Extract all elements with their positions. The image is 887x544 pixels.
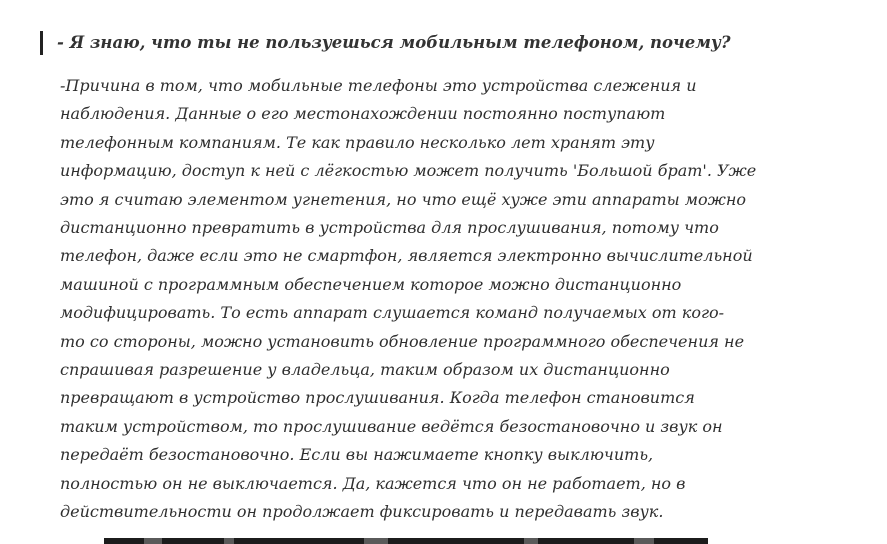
- answer-line: информацию, доступ к ней с лёгкостью может получить 'Большой брат'. Уже: [60, 161, 757, 181]
- answer-line: модифицировать. То есть аппарат слушается команд получаемых от кого-: [60, 303, 725, 323]
- interview-question: - Я знаю, что ты не пользуешься мобильным телефоном, почему?: [57, 33, 731, 52]
- answer-line: превращают в устройство прослушивания. Когда телефон становится: [60, 388, 695, 408]
- answer-line: телефон, даже если это не смартфон, является электронно вычислительной: [60, 246, 753, 266]
- answer-line: то со стороны, можно установить обновление программного обеспечения не: [60, 331, 745, 351]
- answer-line: спрашивая разрешение у владельца, таким образом их дистанционно: [60, 360, 670, 380]
- image-texture: [364, 538, 388, 544]
- answer-line: наблюдения. Данные о его местонахождении постоянно поступают: [60, 104, 666, 124]
- answer-line: это я считаю элементом угнетения, но что ещё хуже эти аппараты можно: [60, 189, 747, 209]
- article-image: [104, 538, 708, 544]
- interview-answer: [60, 72, 760, 527]
- answer-line: -Причина в том, что мобильные телефоны это устройства слежения и: [60, 76, 697, 95]
- image-texture: [144, 538, 162, 544]
- answer-line: таким устройством, то прослушивание ведётся безостановочно и звук он: [60, 416, 723, 436]
- answer-line: машиной с программным обеспечением которое можно дистанционно: [60, 274, 682, 294]
- blockquote-bar: [40, 31, 43, 55]
- answer-line: передаёт безостановочно. Если вы нажимаете кнопку выключить,: [60, 445, 654, 465]
- answer-line: дистанционно превратить в устройства для прослушивания, потому что: [60, 218, 719, 238]
- answer-line: полностью он не выключается. Да, кажется что он не работает, но в: [60, 473, 686, 493]
- image-texture: [634, 538, 654, 544]
- image-texture: [224, 538, 234, 544]
- answer-line: телефонным компаниям. Те как правило несколько лет хранят эту: [60, 132, 655, 152]
- answer-line: действительности он продолжает фиксировать и передавать звук.: [60, 502, 664, 522]
- image-texture: [524, 538, 538, 544]
